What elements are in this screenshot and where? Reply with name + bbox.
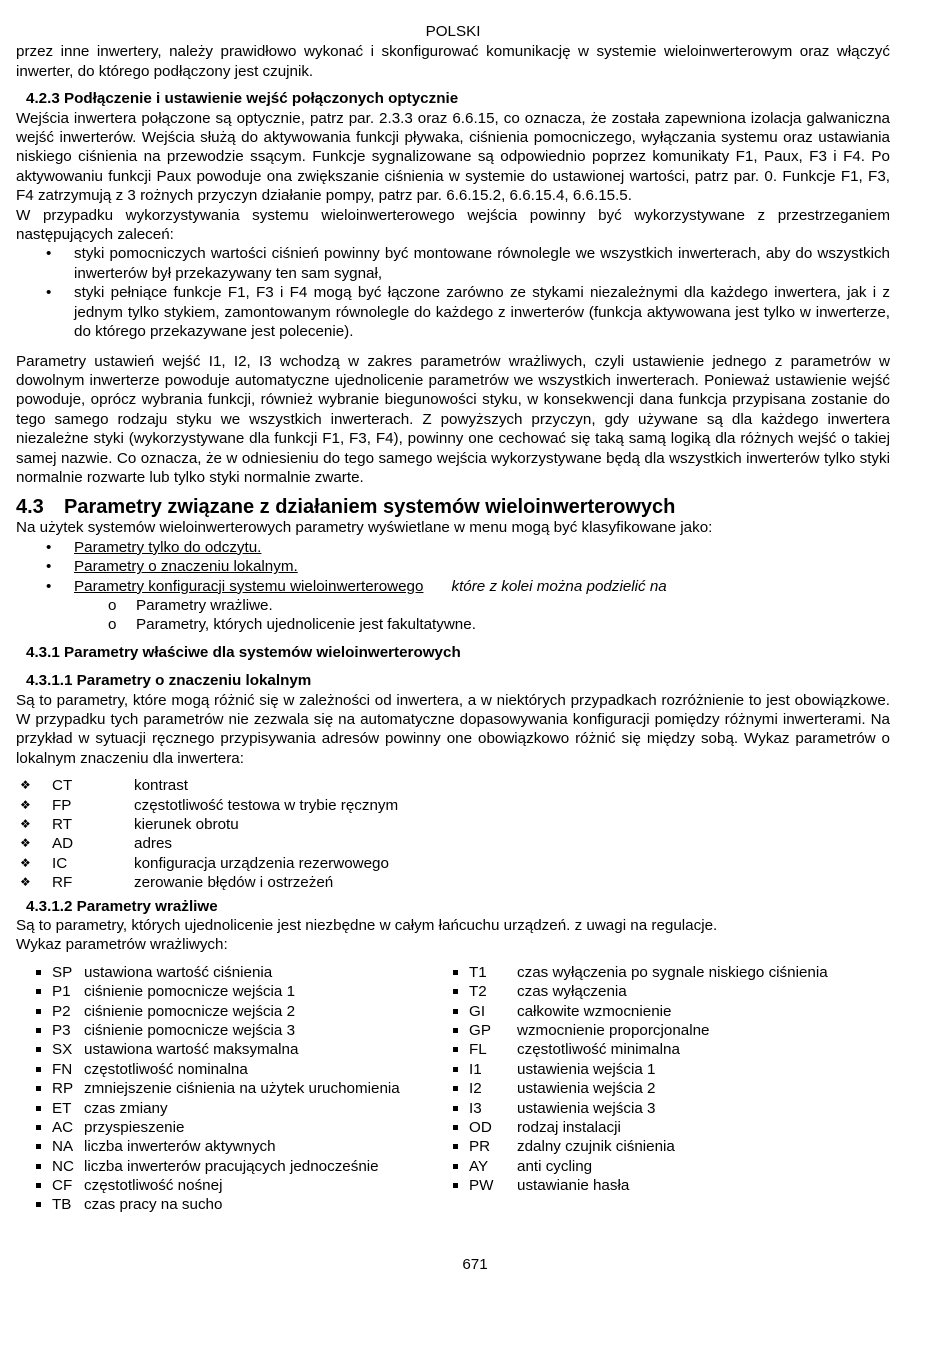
param-code: T1 (469, 963, 487, 981)
param-code: GP (469, 1021, 491, 1039)
square-bullet-icon (36, 1009, 41, 1014)
sensitive-params-lists (16, 963, 890, 1215)
param-code: I2 (469, 1080, 482, 1098)
square-bullet-icon (36, 1047, 41, 1052)
square-bullet-icon (36, 1125, 41, 1130)
param-code: GI (469, 1002, 486, 1020)
sub-item: o Parametry, których ujednolicenie jest fakultatywne. (16, 615, 890, 634)
square-bullet-icon (453, 1086, 458, 1091)
param-desc: ustawienia wejścia 2 (517, 1080, 656, 1098)
section-4-3-1-1-heading: 4.3.1.1 Parametry o znaczeniu lokalnym (26, 672, 312, 690)
param-code: T2 (469, 983, 487, 1001)
square-bullet-icon (36, 1086, 41, 1091)
param-desc: czas zmiany (84, 1099, 168, 1117)
param-desc: ustawianie hasła (517, 1177, 630, 1195)
param-desc: adres (134, 835, 172, 853)
param-desc: czas wyłączenia (517, 983, 627, 1001)
param-code: IC (52, 854, 68, 872)
param-desc: zdalny czujnik ciśnienia (517, 1138, 675, 1156)
param-desc: zmniejszenie ciśnienia na użytek uruchomienia (84, 1080, 400, 1098)
param-desc: przyspieszenie (84, 1118, 185, 1136)
diamond-bullet-icon: ❖ (20, 836, 31, 851)
config-sublist (16, 596, 890, 635)
list-item (16, 854, 890, 873)
section-title: Parametry związane z działaniem systemów wieloinwerterowych (64, 496, 676, 519)
diamond-bullet-icon: ❖ (20, 797, 31, 812)
square-bullet-icon (36, 1106, 41, 1111)
section-4-2-3-paragraph-2: W przypadku wykorzystywania systemu wieloinwerterowego wejścia powinny być wykorzystywane z przestrzeganiem następujących zaleceń: (16, 206, 890, 244)
param-desc: czas wyłączenia po sygnale niskiego ciśnienia (517, 963, 828, 981)
param-code: SP (52, 963, 73, 981)
param-desc: anti cycling (517, 1157, 593, 1175)
param-code: CF (52, 1177, 73, 1195)
param-desc: ustawiona wartość maksymalna (84, 1041, 299, 1059)
param-code: AY (469, 1157, 489, 1175)
bullet-item: • styki pełniące funkcje F1, F3 i F4 mogą być łączone zarówno ze stykami niezależnymi dla każdego inwertera, jak i z jednym tylko stykiem, zamontowanym równolegle do każdego z inwerterów (funkcja aktywowana jest tylko w inwerterze, do którego przekazywane jest polecenie). (16, 283, 890, 341)
param-code: ET (52, 1099, 72, 1117)
square-bullet-icon (453, 1067, 458, 1072)
diamond-bullet-icon: ❖ (20, 778, 31, 793)
param-code: P2 (52, 1002, 71, 1020)
param-code: TB (52, 1196, 72, 1214)
bullet-item (16, 538, 890, 557)
param-desc: wzmocnienie proporcjonalne (517, 1021, 710, 1039)
param-desc: ciśnienie pomocnicze wejścia 1 (84, 983, 296, 1001)
param-desc: liczba inwerterów pracujących jednocześnie (84, 1157, 379, 1175)
square-bullet-icon (453, 1047, 458, 1052)
section-4-3-heading (16, 496, 890, 518)
intro-paragraph: przez inne inwertery, należy prawidłowo wykonać i skonfigurować komunikację w systemie wieloinwerterowym oraz włączyć inwerter, do którego podłączony jest czujnik. (16, 43, 890, 80)
square-bullet-icon (453, 1164, 458, 1169)
square-bullet-icon (36, 989, 41, 994)
square-bullet-icon (453, 1106, 458, 1111)
param-desc: ustawienia wejścia 3 (517, 1099, 656, 1117)
diamond-bullet-icon: ❖ (20, 875, 31, 890)
square-bullet-icon (453, 1183, 458, 1188)
section-4-3-1-heading: 4.3.1 Parametry właściwe dla systemów wieloinwerterowych (26, 643, 461, 661)
param-code: OD (469, 1118, 492, 1136)
param-code: NA (52, 1138, 74, 1156)
param-desc: ustawienia wejścia 1 (517, 1060, 656, 1078)
bullet-item (16, 557, 890, 576)
square-bullet-icon (453, 970, 458, 975)
list-item (16, 834, 890, 853)
param-code: FP (52, 796, 72, 814)
square-bullet-icon (36, 1183, 41, 1188)
param-desc: częstotliwość nominalna (84, 1060, 248, 1078)
param-code: I1 (469, 1060, 482, 1078)
param-code: RP (52, 1080, 74, 1098)
param-code: CT (52, 777, 73, 795)
diamond-bullet-icon: ❖ (20, 855, 31, 870)
list-item (16, 776, 890, 795)
param-desc: liczba inwerterów aktywnych (84, 1138, 276, 1156)
page-number: 671 (462, 1256, 488, 1273)
local-params-link: Parametry o znaczeniu lokalnym. (74, 558, 298, 576)
param-code: P3 (52, 1021, 71, 1039)
list-item (16, 796, 890, 815)
param-code: FL (469, 1041, 487, 1059)
square-bullet-icon (36, 1144, 41, 1149)
param-code: SX (52, 1041, 73, 1059)
diamond-bullet-icon: ❖ (20, 817, 31, 831)
square-bullet-icon (453, 1028, 458, 1033)
square-bullet-icon (453, 989, 458, 994)
multi-inverter-config-link: Parametry konfiguracji systemu wieloinwerterowego (74, 577, 424, 595)
sub-item: o Parametry wrażliwe. (16, 596, 890, 615)
param-code: AD (52, 835, 74, 853)
square-bullet-icon (36, 1164, 41, 1169)
param-desc: częstotliwość testowa w trybie ręcznym (134, 796, 399, 814)
param-desc: częstotliwość minimalna (517, 1041, 680, 1059)
document-page (16, 22, 890, 1215)
subdivision-note: które z kolei można podzielić na (451, 577, 667, 595)
local-params-list (16, 776, 890, 892)
bullet-item: • styki pomocniczych wartości ciśnień powinny być montowane równolegle we wszystkich inwerterach, aby do wszystkich inwerterów był przekazywany ten sam sygnał, (16, 244, 890, 283)
param-code: RT (52, 816, 72, 833)
section-4-3-1-2-paragraph: Są to parametry, których ujednolicenie jest niezbędne w całym łańcuchu urządzeń. z uwagi na regulacje. (16, 916, 718, 934)
param-desc: kontrast (134, 777, 189, 795)
square-bullet-icon (36, 1067, 41, 1072)
param-desc: zerowanie błędów i ostrzeżeń (134, 874, 334, 892)
param-code: I3 (469, 1099, 482, 1117)
list-item (16, 873, 890, 892)
section-4-2-3-bullets (16, 244, 890, 341)
square-bullet-icon (453, 1009, 458, 1014)
param-code: AC (52, 1118, 74, 1136)
read-only-params-link: Parametry tylko do odczytu. (74, 538, 262, 556)
section-4-3-1-1-paragraph: Są to parametry, które mogą różnić się w zależności od inwertera, a w niektórych przypadkach rozróżnienie to jest obowiązkowe. W przypadku tych parametrów nie zezwala się na automatyczne dopasowywania konfiguracji pomiędzy różnymi inwerterami. Na przykład w sytuacji ręcznego przypisywania adresów powinny one obowiązkowo różnić się między sobą. Wykaz parametrów o lokalnym znaczeniu dla inwertera: (16, 691, 890, 767)
section-4-2-3-paragraph-3: Parametry ustawień wejść I1, I2, I3 wchodzą w zakres parametrów wrażliwych, czyli ustawienie jednego z parametrów w dowolnym inwerterze powoduje automatyczne ujednolicenie parametrów we wszystkich inwerterach. Ponieważ ustawienie wejść powoduje, oprócz wybrania funkcji, również wybranie biegunowości styku, w konsekwencji dana funkcja przypisana zostanie do tego samego rodzaju styku we wszystkich inwerterach. Z powyższych przyczyn, gdy używane są dla każdego inwertera niezależne styki (wykorzystywane dla funkcji F1, F3, F4), powinny one cechować się taką samą logiką dla różnych wejść o takiej samej nazwie. Co oznacza, że w odniesieniu do tego samego wejścia wykorzystywane będą dla wszystkich inwerterów tylko styki normalnie rozwarte lub tylko styki normalnie zwarte. (16, 352, 890, 486)
section-4-3-1-2-heading: 4.3.1.2 Parametry wrażliwe (26, 897, 218, 915)
parameter-class-list (16, 538, 890, 596)
param-code: FN (52, 1060, 73, 1078)
square-bullet-icon (36, 1202, 41, 1207)
bullet-item (16, 577, 890, 596)
param-desc: rodzaj instalacji (517, 1118, 621, 1136)
square-bullet-icon (36, 970, 41, 975)
param-desc: kierunek obrotu (134, 816, 239, 833)
param-desc: częstotliwość nośnej (84, 1177, 223, 1195)
param-code: NC (52, 1157, 74, 1175)
list-item (16, 815, 890, 834)
param-desc: ustawiona wartość ciśnienia (84, 963, 273, 981)
param-desc: konfiguracja urządzenia rezerwowego (134, 854, 389, 872)
square-bullet-icon (36, 1028, 41, 1033)
section-4-3-1-2-list-intro: Wykaz parametrów wrażliwych: (16, 936, 228, 954)
section-4-2-3-paragraph-1: Wejścia inwertera połączone są optycznie, patrz par. 2.3.3 oraz 6.6.15, co oznacza, że została zapewniona izolacja galwaniczna wejść inwerterów. Wejścia służą do aktywowania funkcji pływaka, ciśnienia pomocniczego, wyłączania systemu oraz ustawiania niskiego ciśnienia na przewodzie ssącym. Funkcje sygnalizowane są odpowiednio poprzez komunikaty F1, Paux, F3 i F4. Po aktywowaniu funkcji Paux powoduje ona zwiększanie ciśnienia w systemie do ustawionej wartości, patrz par. 0. Funkcje F1, F3, F4 zatrzymują z 3 rożnych przyczyn działanie pompy, patrz par. 6.6.15.2, 6.6.15.4, 6.6.15.5. (16, 109, 890, 205)
square-bullet-icon (453, 1125, 458, 1130)
param-desc: całkowite wzmocnienie (517, 1002, 672, 1020)
param-desc: ciśnienie pomocnicze wejścia 3 (84, 1021, 296, 1039)
section-4-2-3-heading: 4.2.3 Podłączenie i ustawienie wejść połączonych optycznie (26, 90, 459, 108)
square-bullet-icon (453, 1144, 458, 1149)
param-code: PR (469, 1138, 491, 1156)
param-desc: czas pracy na sucho (84, 1196, 223, 1214)
param-desc: ciśnienie pomocnicze wejścia 2 (84, 1002, 296, 1020)
section-4-3-paragraph: Na użytek systemów wieloinwerterowych parametry wyświetlane w menu mogą być klasyfikowane jako: (16, 519, 713, 537)
param-code: PW (469, 1177, 494, 1195)
param-code: P1 (52, 983, 71, 1001)
param-code: RF (52, 874, 73, 892)
page-header: POLSKI (425, 23, 481, 40)
section-number: 4.3 (16, 496, 44, 519)
